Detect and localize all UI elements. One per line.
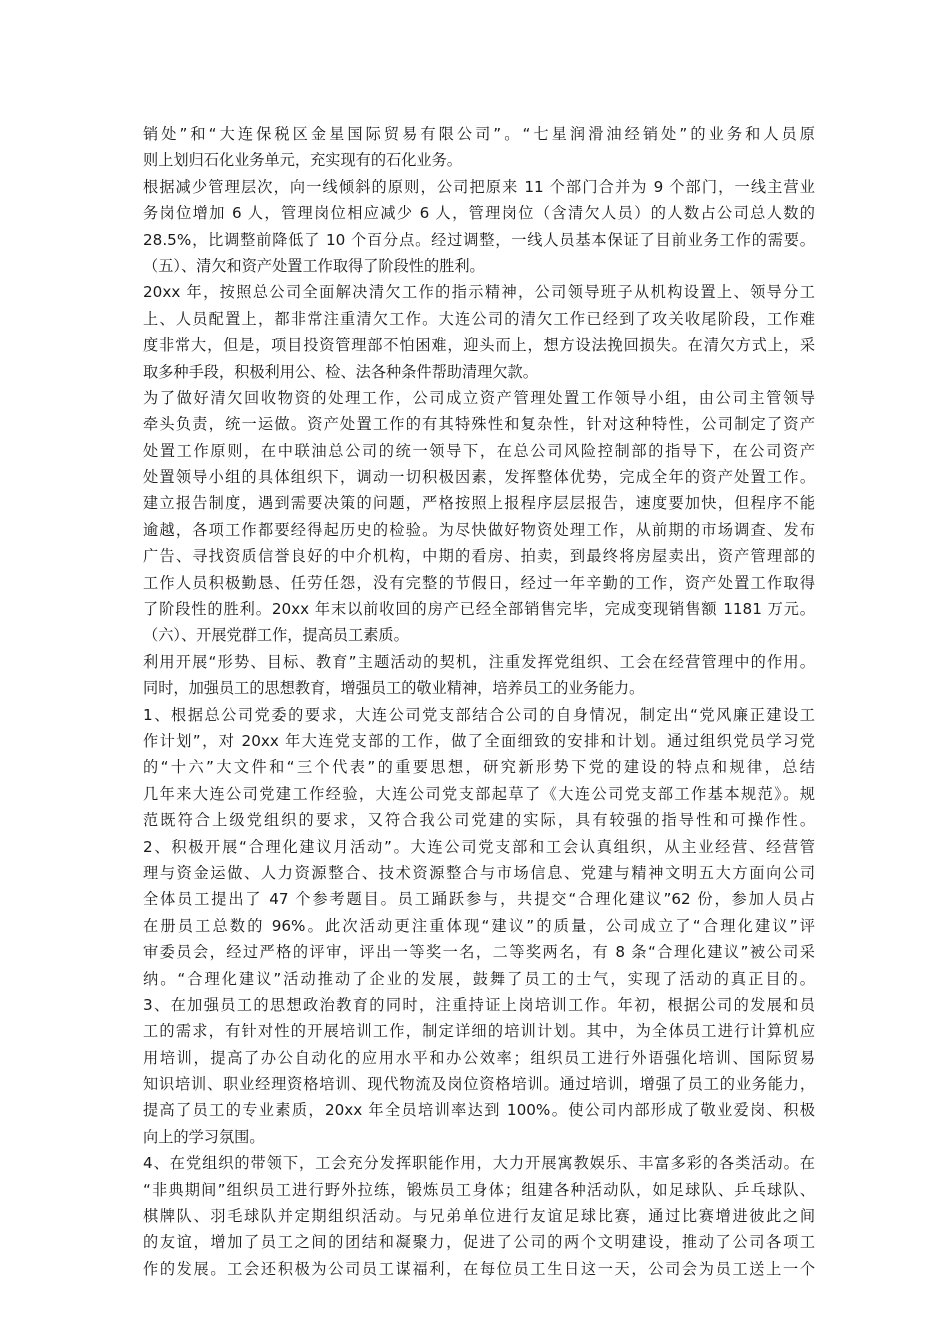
text-line: 理与资金运做、人力资源整合、技术资源整合与市场信息、党建与精神文明五大方面向公司 <box>143 863 815 882</box>
text-line: 纳。“合理化建议”活动推动了企业的发展，鼓舞了员工的士气，实现了活动的真正目的。 <box>143 969 815 988</box>
text-line: 的“十六”大文件和“三个代表”的重要思想，研究新形势下党的建设的特点和规律，总结 <box>143 758 815 777</box>
text-line: 工的需求，有针对性的开展培训工作，制定详细的培训计划。其中，为全体员工进行计算机应 <box>143 1022 815 1041</box>
text-line: 了阶段性的胜利。20xx 年末以前收回的房产已经全部销售完毕，完成变现销售额 1181 万元。 <box>143 600 815 619</box>
text-line: 4、在党组织的带领下，工会充分发挥职能作用，大力开展寓教娱乐、丰富多彩的各类活动。在 <box>143 1154 815 1173</box>
text-line: 取多种手段，积极利用公、检、法各种条件帮助清理欠款。 <box>143 362 538 381</box>
text-line: 则上划归石化业务单元，充实现有的石化业务。 <box>143 151 462 170</box>
text-line: 根据减少管理层次，向一线倾斜的原则，公司把原来 11 个部门合并为 9 个部门，一线主营业 <box>143 177 815 196</box>
text-line: 为了做好清欠回收物资的处理工作，公司成立资产管理处置工作领导小组，由公司主管领导 <box>143 388 815 407</box>
text-line: 审委员会，经过严格的评审，评出一等奖一名，二等奖两名，有 8 条“合理化建议”被公司采 <box>143 943 815 962</box>
text-line: 全体员工提出了 47 个参考题目。员工踊跃参与，共提交“合理化建议”62 份，参加人员占 <box>143 890 815 909</box>
text-line: 3、在加强员工的思想政治教育的同时，注重持证上岗培训工作。年初，根据公司的发展和员 <box>143 995 815 1014</box>
text-line: 28.5%，比调整前降低了 10 个百分点。经过调整，一线人员基本保证了目前业务工作的需要。 <box>143 230 815 249</box>
text-line: 作的发展。工会还积极为公司员工谋福利，在每位员工生日这一天，公司会为员工送上一个 <box>143 1259 815 1278</box>
text-line: 在册员工总数的 96%。此次活动更注重体现“建议”的质量，公司成立了“合理化建议”评 <box>143 916 815 935</box>
text-line: 1、根据总公司党委的要求，大连公司党支部结合公司的自身情况，制定出“党风廉正建设工 <box>143 705 815 724</box>
text-line: 务岗位增加 6 人，管理岗位相应减少 6 人，管理岗位（含清欠人员）的人数占公司总人数的 <box>143 204 815 223</box>
text-line: 2、积极开展“合理化建议月活动”。大连公司党支部和工会认真组织，从主业经营、经营管 <box>143 837 815 856</box>
text-line: 范既符合上级党组织的要求，又符合我公司党建的实际，具有较强的指导性和可操作性。 <box>143 811 815 830</box>
text-line: 同时，加强员工的思想教育，增强员工的敬业精神，培养员工的业务能力。 <box>143 679 645 698</box>
section-heading: （五）、清欠和资产处置工作取得了阶段性的胜利。 <box>143 256 485 275</box>
text-line: 建立报告制度，遇到需要决策的问题，严格按照上报程序层层报告，速度要加快，但程序不能 <box>143 494 815 513</box>
text-line: 工作人员积极勤恳、任劳任怨，没有完整的节假日，经过一年辛勤的工作，资产处置工作取得 <box>143 573 815 592</box>
text-line: 上、人员配置上，都非常注重清欠工作。大连公司的清欠工作已经到了攻关收尾阶段，工作难 <box>143 309 815 328</box>
text-line: 的友谊，增加了员工之间的团结和凝聚力，促进了公司的两个文明建设，推动了公司各项工 <box>143 1233 815 1252</box>
text-line: 向上的学习氛围。 <box>143 1127 265 1146</box>
document-body <box>143 121 815 1282</box>
section-heading: （六）、开展党群工作，提高员工素质。 <box>143 626 409 645</box>
text-line: 处置领导小组的具体组织下，调动一切积极因素，发挥整体优势，完成全年的资产处置工作。 <box>143 468 815 487</box>
text-line: 作计划”，对 20xx 年大连党支部的工作，做了全面细致的安排和计划。通过组织党员学习党 <box>143 731 815 750</box>
text-line: 用培训，提高了办公自动化的应用水平和办公效率；组织员工进行外语强化培训、国际贸易 <box>143 1048 815 1067</box>
text-line: 牵头负责，统一运做。资产处置工作的有其特殊性和复杂性，针对这种特性，公司制定了资产 <box>143 415 815 434</box>
text-line: 几年来大连公司党建工作经验，大连公司党支部起草了《大连公司党支部工作基本规范》。规 <box>143 784 815 803</box>
text-line: 20xx 年，按照总公司全面解决清欠工作的指示精神，公司领导班子从机构设置上、领导分工 <box>143 283 815 302</box>
text-line: 逾越，各项工作都要经得起历史的检验。为尽快做好物资处理工作，从前期的市场调查、发布 <box>143 520 815 539</box>
text-line: 提高了员工的专业素质，20xx 年全员培训率达到 100%。使公司内部形成了敬业爱岗、积极 <box>143 1101 815 1120</box>
text-line: 度非常大，但是，项目投资管理部不怕困难，迎头而上，想方设法挽回损失。在清欠方式上，采 <box>143 336 815 355</box>
text-line: 处置工作原则，在中联油总公司的统一领导下，在总公司风险控制部的指导下，在公司资产 <box>143 441 815 460</box>
text-line: 广告、寻找资质信誉良好的中介机构，中期的看房、拍卖，到最终将房屋卖出，资产管理部的 <box>143 547 815 566</box>
text-line: 棋牌队、羽毛球队并定期组织活动。与兄弟单位进行友谊足球比赛，通过比赛增进彼此之间 <box>143 1207 815 1226</box>
text-line: 利用开展“形势、目标、教育”主题活动的契机，注重发挥党组织、工会在经营管理中的作用。 <box>143 652 815 671</box>
text-line: 知识培训、职业经理资格培训、现代物流及岗位资格培训。通过培训，增强了员工的业务能力， <box>143 1075 815 1094</box>
text-line: “非典期间”组织员工进行野外拉练，锻炼员工身体；组建各种活动队，如足球队、乒乓球队、 <box>143 1180 815 1199</box>
text-line: 销处”和“大连保税区金星国际贸易有限公司”。“七星润滑油经销处”的业务和人员原 <box>143 125 815 143</box>
